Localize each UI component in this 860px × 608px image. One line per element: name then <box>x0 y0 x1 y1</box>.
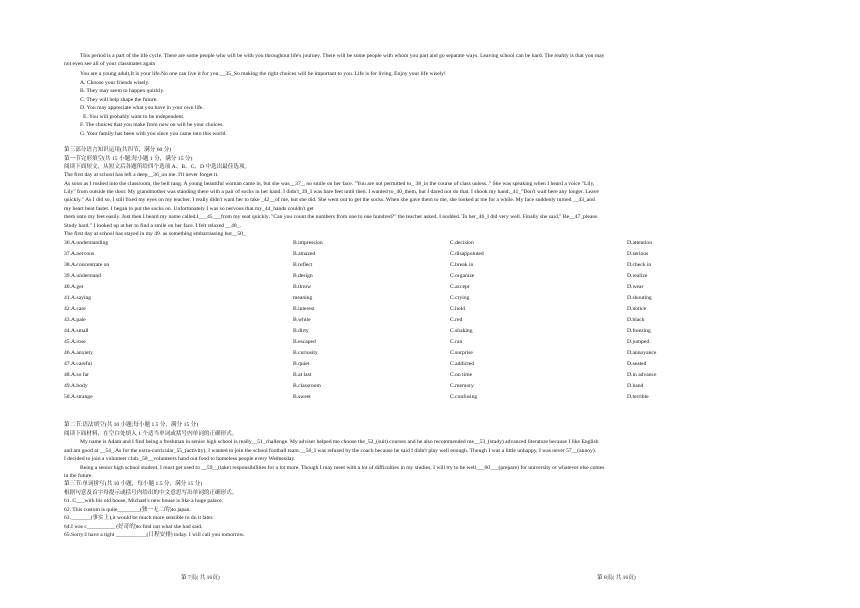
cloze-option-row <box>64 361 804 369</box>
subsection-title: 第二节:语法填空(共 10 小题;每小题 1.5 分，满分 15 分) <box>64 422 199 428</box>
cloze-option-row <box>64 240 804 248</box>
grammar-text: in the future. <box>64 473 93 479</box>
option-d: D.shouting <box>627 295 652 301</box>
option-d: D.check in <box>627 262 652 268</box>
option-a: 37.A.nervous <box>64 251 95 257</box>
option-b: B.reflect <box>293 262 313 268</box>
cloze-text: Study hard." I looked up at her to find a smile on her face. I felt relaxed __48_. <box>64 223 241 229</box>
option-c: C.disappointed <box>450 251 484 257</box>
cloze-option-row <box>64 394 804 402</box>
cloze-option-row <box>64 328 804 336</box>
option-c: C.memory <box>450 383 474 389</box>
cloze-option-row <box>64 273 804 281</box>
option-b: B.interest <box>293 306 315 312</box>
option-a: 44.A.small <box>64 328 89 334</box>
option-d: D.serious <box>627 251 649 257</box>
passage-text: not even see all of your classmates again <box>64 61 156 67</box>
option-a: 46.A.anxiety <box>64 350 93 356</box>
cloze-text: quickly." As I did so, I still fixed my eyes on my teacher. I really didn't want her to take _42__of me, but she did. She went out to get the socks. When she gave them to me, she looked at me for a while. My face suddenly turned __43_and <box>64 197 595 203</box>
cloze-option-row <box>64 251 804 259</box>
option-d: D.black <box>627 317 645 323</box>
option-a: 48.A.so far <box>64 372 90 378</box>
option-d: D.terrible <box>627 394 649 400</box>
option-c: C.organize <box>450 273 475 279</box>
option-d: D.in advance <box>627 372 657 378</box>
grammar-text: and am good at __54_.As for the extra-curricular_55_(activity), I wanted to join the school football team.__56_I was refused by the coach because he said I didn't play well enough. Though I was a little unhappy, I was never 57__(annoy). <box>64 448 597 454</box>
passage-text: This period is a part of the life cycle. There are some people who will be with you throughout life's journey. There will be some people with whom you part and go separate ways. Leaving school can be hard. The reality is that you may <box>80 53 605 59</box>
option-c: C.accept <box>450 284 470 290</box>
option-a: 45.A.rose <box>64 339 86 345</box>
cloze-text: Lily" from outside the door. My grandmother was standing there with a pair of socks in her hand. I didn't_39_I was bare feet until then. I wanted to_40_them, but I dared not do that. I shook my hand,_41_"Don't wait here any longer. Leave <box>64 189 599 195</box>
spelling-item: 64.I was c__________ (好奇的)to find out what she had said. <box>64 524 203 530</box>
option-c: C.on time <box>450 372 473 378</box>
option-d: D.attention <box>627 240 653 246</box>
option-a: 41.A.saying <box>64 295 92 301</box>
option-d: D.annoyance <box>627 350 657 356</box>
grammar-text: I decided to join a volunteer club._58__volunteers hand out food to homeless people every Wednesday. <box>64 456 296 462</box>
spelling-item: 63._______(事实上),it would be much more sensible to do it later. <box>64 515 214 521</box>
option-a: 50.A.strange <box>64 394 93 400</box>
option-b: B.curiosity <box>293 350 318 356</box>
option-c: C.break in <box>450 262 474 268</box>
option-b: B.classroom <box>293 383 321 389</box>
cloze-text: The first day at school has stayed in my 49. as something embarrassing but__50_ <box>64 231 246 237</box>
cloze-option-row <box>64 306 804 314</box>
cloze-option-row <box>64 284 804 292</box>
instruction-text: 根据句意及首字母提示或括号内给出的中文意思写出单词的正确形式。 <box>64 490 238 496</box>
option-d: D.seated <box>627 361 647 367</box>
page-number-left: 第 7页( 共 16页) <box>181 575 220 581</box>
option-d: D.realize <box>627 273 648 279</box>
option-a: 39.A.understand <box>64 273 101 279</box>
subsection-title: 第一节完形填空(共 15 小题;每小题 1 分，满分 15 分) <box>64 156 193 162</box>
option-b: B.amazed <box>293 251 316 257</box>
option-c: C.confusing <box>450 394 478 400</box>
cloze-option-row <box>64 372 804 380</box>
spelling-item: 62. This custom is quite________(独一无二的)to japan. <box>64 507 191 513</box>
option-b: B.white <box>293 317 311 323</box>
cloze-text: As soon as I rushed into the classroom, the bell rang. A young beautiful woman came in, but she was__37_, no smile on her face. "You are not permitted to_ 38_in the course of class unless.." She was speaking when I heard a voice "Lily, <box>64 181 595 187</box>
grammar-text: My name is Adam and I find being a freshman in senior high school is really__51_challenge. My adviser helped me choose the_52_(suit) courses and he also recommended me__53_(study) advanced literature because I like English <box>80 439 599 445</box>
spelling-item: 61. C___with his old house, Michael's new house is like a huge palace. <box>64 498 224 504</box>
option-b: B.dirty <box>293 328 309 334</box>
page-number-right: 第 8页( 共 16页) <box>597 575 636 581</box>
section-title: 第三部分语言知识运用(共四节，满分 60 分) <box>64 147 172 153</box>
option-d: D.freezing <box>627 328 651 334</box>
option-a: 38.A.concentrate on <box>64 262 110 268</box>
option-c: C.shaking <box>450 328 473 334</box>
option-item: C. They will help shape the future. <box>80 97 158 103</box>
option-c: C.decision <box>450 240 474 246</box>
option-item: G. Your family has been with you since you came into this world <box>80 131 226 137</box>
option-d: D.hand <box>627 383 644 389</box>
option-a: 36.A.understanding <box>64 240 109 246</box>
option-d: D.notice <box>627 306 647 312</box>
option-b: meaning <box>293 295 313 301</box>
cloze-option-row <box>64 317 804 325</box>
option-a: 43.A.pale <box>64 317 86 323</box>
cloze-option-row <box>64 262 804 270</box>
cloze-text: them onto my feet easily. Just then I heard my name called.I___45___from my seat quickly. "Can you count the numbers from one to one hundred?" the teacher asked. I nodded. To her_46_I did very well. Finally she said," Be__47_please. <box>64 214 599 220</box>
option-c: C.addicted <box>450 361 475 367</box>
option-item: B. They may seem to happen quickly. <box>80 88 165 94</box>
option-item: D. You may appreciate what you have in your own life. <box>80 105 204 111</box>
option-item: F. The choices that you make from now on will be your choices. <box>80 122 224 128</box>
option-b: B.design <box>293 273 313 279</box>
option-d: D.jumped <box>627 339 650 345</box>
option-b: B.throw <box>293 284 312 290</box>
option-item: E. You will probably want to be independent. <box>83 114 185 120</box>
option-a: 49.A.body <box>64 383 88 389</box>
cloze-text: my heart beat faster. I began to put the socks on. Unfortunately I was so nervous that my_44_hands couldn't get <box>64 206 314 212</box>
option-b: B.escaped <box>293 339 316 345</box>
passage-text: You are a young adult,It is your life.No one can live it for you.__35_So making the right choices will be important to you. Life is for living. Enjoy your life wisely! <box>80 71 446 77</box>
option-a: 40.A.get <box>64 284 84 290</box>
subsection-title: 第三节:单词拼写(共 10 小题，每小题 1.5 分，满分 15 分) <box>64 481 203 487</box>
option-b: B.impression <box>293 240 323 246</box>
option-c: C.surprise <box>450 350 473 356</box>
cloze-option-row <box>64 350 804 358</box>
option-c: C.red <box>450 317 463 323</box>
spelling-item: 65.Sorry:I have a tight ___________(日程安排) today. I will call you tomorrow. <box>64 532 245 538</box>
option-c: C.ran <box>450 339 463 345</box>
option-item: A. Choose your friends wisely. <box>80 80 150 86</box>
cloze-text: The first day at school has left a deep__36_on me. I'll never forget it. <box>64 172 219 178</box>
cloze-option-row <box>64 339 804 347</box>
option-b: B.at last <box>293 372 312 378</box>
option-b: B.quiet <box>293 361 310 367</box>
option-d: D.wear <box>627 284 644 290</box>
option-b: B.sweet <box>293 394 311 400</box>
option-c: C.crying <box>450 295 470 301</box>
cloze-option-row <box>64 383 804 391</box>
cloze-option-row <box>64 295 804 303</box>
instruction-text: 阅读下面材料，在空白处填入 1 个适当单词或括号内单词的正确形式。 <box>64 431 238 437</box>
option-a: 47.A.careful <box>64 361 92 367</box>
grammar-text: Being a senior high school student, I must get used to __59__(take) responsibilities for a lot more. Though I may meet with a lot of difficulties in my studies, I will try to be well___60___(prepare) for university or whatever else comes <box>80 465 605 471</box>
option-a: 42.A.care <box>64 306 86 312</box>
instruction-text: 阅读下面短文，从短文后各题所给四个选项 A、B、C、D 中选出最佳选项。 <box>64 164 251 170</box>
option-c: C.hold <box>450 306 466 312</box>
